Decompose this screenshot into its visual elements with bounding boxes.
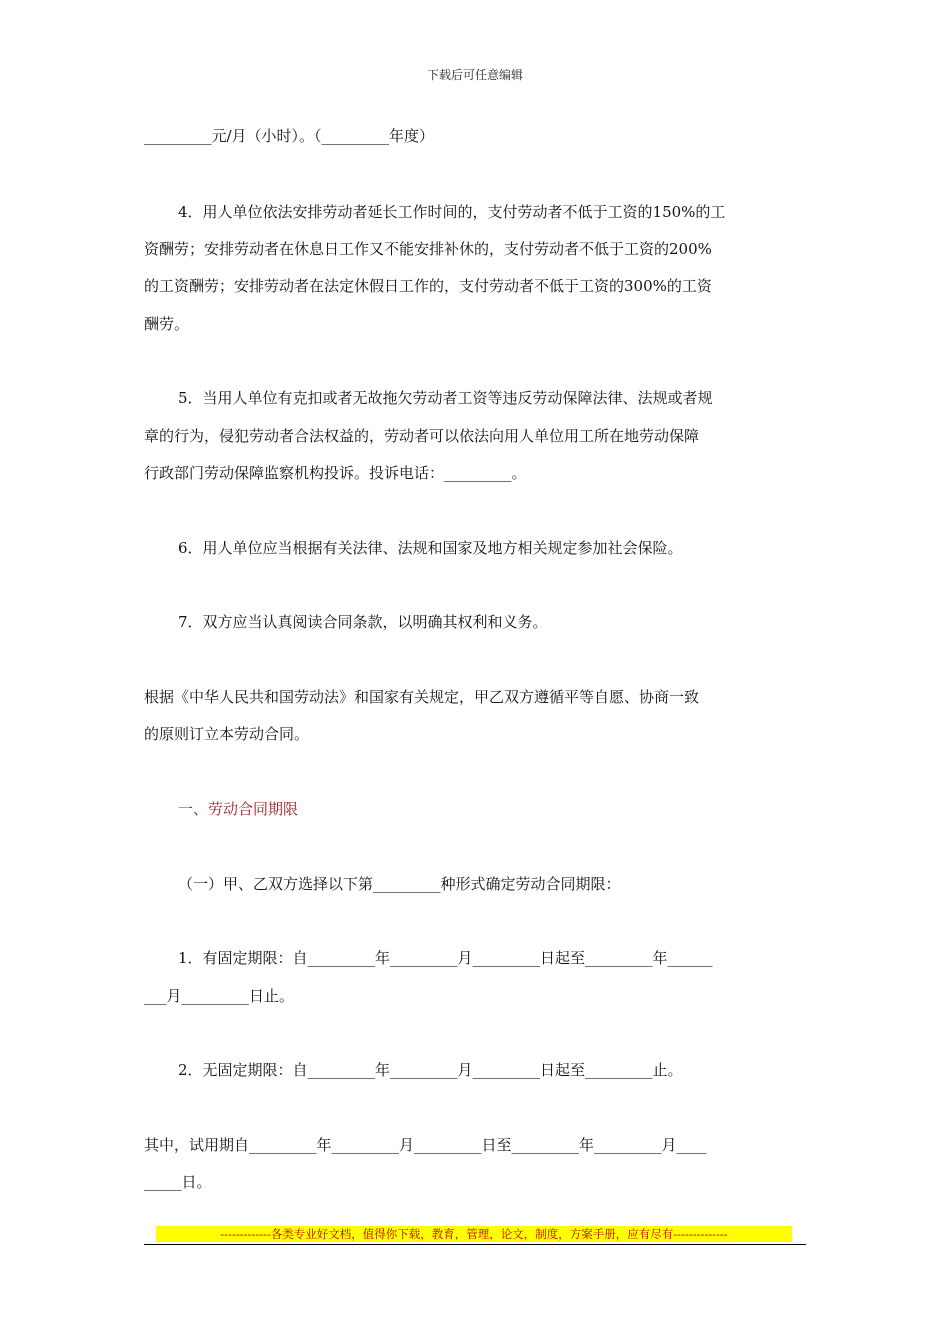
section-heading: 一、劳动合同期限 — [178, 800, 299, 818]
salary-line: _________元/月（小时）。（_________年度） — [144, 127, 435, 145]
paragraph-6: 6．用人单位应当根据有关法律、法规和国家及地方相关规定参加社会保险。 — [178, 539, 683, 557]
paragraph-4-line-1: 4．用人单位依法安排劳动者延长工作时间的，支付劳动者不低于工资的150%的工 — [178, 203, 726, 221]
preamble-line-2: 的原则订立本劳动合同。 — [144, 725, 310, 743]
paragraph-5-line-1: 5．当用人单位有克扣或者无故拖欠劳动者工资等违反劳动保障法律、法规或者规 — [178, 389, 713, 407]
paragraph-4-line-4: 酬劳。 — [144, 315, 190, 333]
paragraph-4-line-2: 资酬劳；安排劳动者在休息日工作又不能安排补休的，支付劳动者不低于工资的200% — [144, 240, 712, 258]
paragraph-7: 7．双方应当认真阅读合同条款，以明确其权利和义务。 — [178, 613, 548, 631]
probation-line-2: _____日。 — [144, 1173, 212, 1191]
paragraph-5-line-2: 章的行为，侵犯劳动者合法权益的，劳动者可以依法向用人单位用工所在地劳动保障 — [144, 427, 700, 445]
preamble-line-1: 根据《中华人民共和国劳动法》和国家有关规定，甲乙双方遵循平等自愿、协商一致 — [144, 688, 700, 706]
fixed-term-line-2: ___月_________日止。 — [144, 987, 295, 1005]
page-header: 下载后可任意编辑 — [426, 68, 523, 82]
fixed-term-line-1: 1．有固定期限：自_________年_________月_________日起至_________年______ — [178, 949, 713, 967]
footer-divider — [144, 1244, 806, 1245]
probation-line-1: 其中，试用期自_________年_________月_________日至_________年_________月____ — [144, 1136, 707, 1154]
open-term-line: 2．无固定期限：自_________年_________月_________日起至_________止。 — [178, 1061, 683, 1079]
paragraph-4-line-3: 的工资酬劳；安排劳动者在法定休假日工作的，支付劳动者不低于工资的300%的工资 — [144, 277, 712, 295]
clause-1: （一）甲、乙双方选择以下第_________种形式确定劳动合同期限： — [178, 875, 621, 893]
paragraph-5-line-3: 行政部门劳动保障监察机构投诉。投诉电话：_________。 — [144, 464, 527, 482]
footer-banner: -------------各类专业好文档，值得你下载，教育，管理，论文，制度，方案手册，应有尽有-------------- — [220, 1227, 728, 1241]
